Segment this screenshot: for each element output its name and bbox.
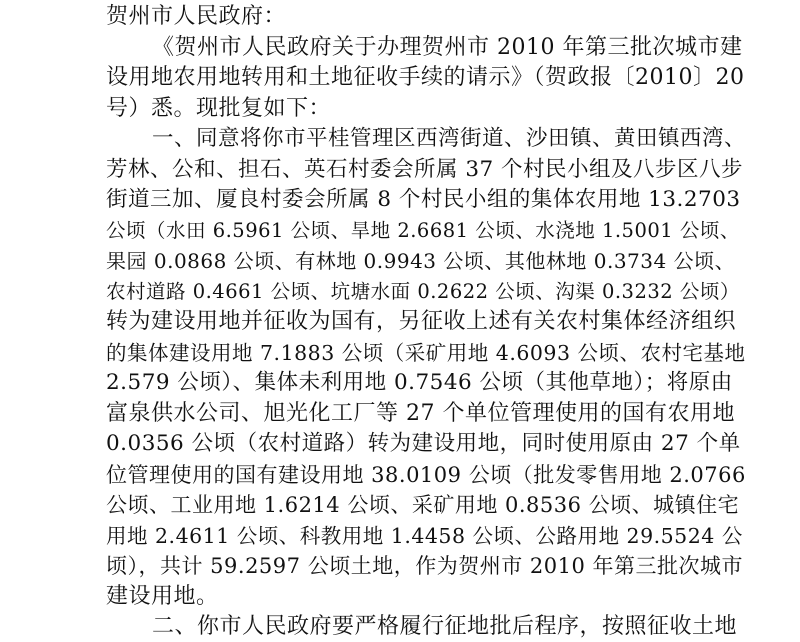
- doc-line-14: 0.0356 公顷（农村道路）转为建设用地，同时使用原由 27 个单: [106, 431, 741, 456]
- doc-line-10: 转为建设用地并征收为国有，另征收上述有关农村集体经济组织: [106, 309, 737, 334]
- doc-line-18: 顷），共计 59.2597 公顷土地，作为贺州市 2010 年第三批次城市: [106, 554, 743, 578]
- doc-line-1: 《贺州市人民政府关于办理贺州市 2010 年第三批次城市建: [152, 34, 743, 60]
- doc-line-9: 农村道路 0.4661 公顷、坑塘水面 0.2622 公顷、沟渠 0.3232 公顷）: [106, 279, 740, 303]
- doc-line-11: 的集体建设用地 7.1883 公顷（采矿用地 4.6093 公顷、农村宅基地: [106, 340, 746, 365]
- doc-line-6: 街道三加、厦良村委会所属 8 个村民小组的集体农用地 13.2703: [106, 187, 741, 212]
- doc-line-5: 芳林、公和、担石、英石村委会所属 37 个村民小组及八步区八步: [106, 156, 744, 182]
- doc-line-17: 用地 2.4611 公顷、科教用地 1.4458 公顷、公路用地 29.5524 公: [106, 523, 743, 548]
- doc-line-15: 位管理使用的国有建设用地 38.0109 公顷（批发零售用地 2.0766: [106, 462, 746, 487]
- doc-line-20: 二、你市人民政府要严格履行征地批后程序，按照征收土地: [152, 614, 738, 639]
- doc-line-19: 建设用地。: [106, 583, 219, 609]
- doc-line-12: 2.579 公顷）、集体未利用地 0.7546 公顷（其他草地）；将原由: [106, 370, 733, 395]
- doc-line-8: 果园 0.0868 公顷、有林地 0.9943 公顷、其他林地 0.3734 公顷、: [106, 249, 736, 273]
- doc-line-2: 设用地农用地转用和土地征收手续的请示》（贺政报〔2010〕20: [106, 65, 745, 90]
- doc-line-3: 号）悉。现批复如下：: [106, 95, 332, 121]
- doc-line-16: 公顷、工业用地 1.6214 公顷、采矿用地 0.8536 公顷、城镇住宅: [106, 493, 740, 517]
- doc-line-4: 一、同意将你市平桂管理区西湾街道、沙田镇、黄田镇西湾、: [152, 126, 747, 151]
- doc-line-13: 富泉供水公司、旭光化工厂等 27 个单位管理使用的国有农用地: [106, 400, 735, 426]
- doc-line-7: 公顷（水田 6.5961 公顷、旱地 2.6681 公顷、水浇地 1.5001 公顷、: [106, 218, 740, 242]
- salutation: 贺州市人民政府：: [106, 4, 287, 29]
